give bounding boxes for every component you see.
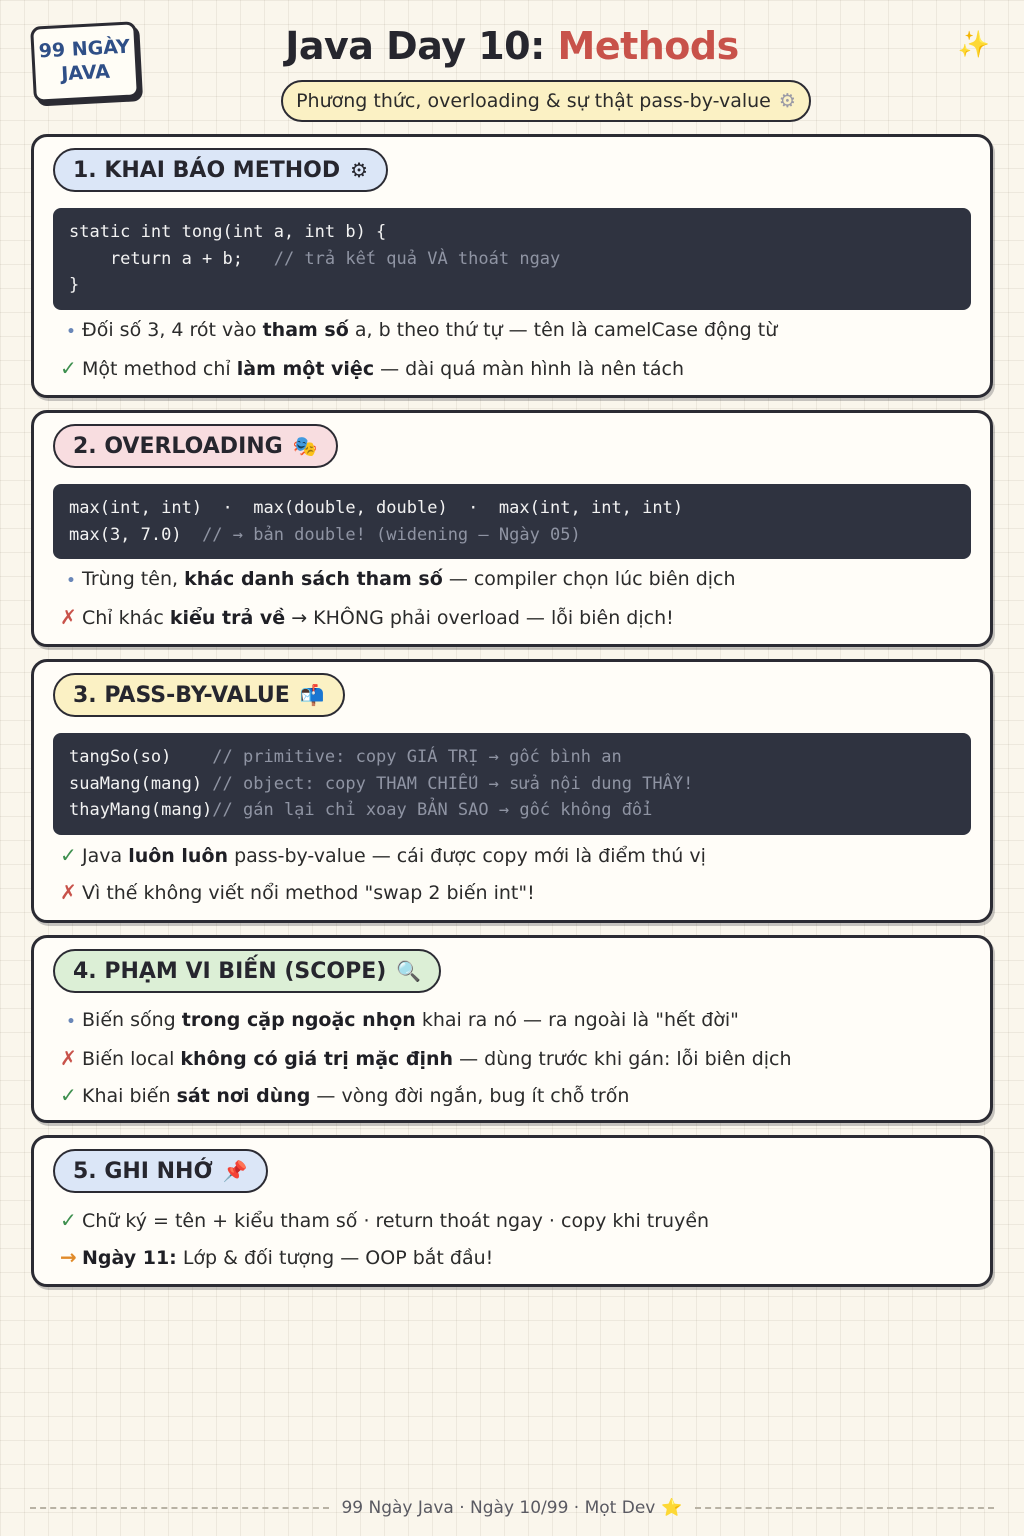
section-title: 3. PASS-BY-VALUE — [73, 682, 290, 708]
code-text: suaMang(mang) — [69, 773, 213, 794]
bullet-text: — dùng trước khi gán: lỗi biên dịch — [453, 1048, 792, 1070]
check-icon: ✓ — [60, 356, 77, 380]
code-comment: // gán lại chỉ xoay BẢN SAO → gốc không đổi — [212, 800, 653, 820]
badge-line-2: JAVA — [60, 60, 111, 86]
section-title-pill — [53, 424, 338, 468]
bullet-list — [60, 312, 970, 387]
bullet-dot-icon: • — [66, 324, 76, 340]
check-icon: ✓ — [60, 843, 77, 867]
code-text: static int tong(int a, int b) { — [69, 222, 387, 242]
bullet-list — [60, 1002, 970, 1114]
bullet-text: Java — [82, 845, 129, 867]
section-title: 5. GHI NHỚ — [73, 1158, 213, 1184]
section-card-pass-by-value — [31, 659, 993, 923]
bullet-emphasis: luôn luôn — [128, 845, 229, 867]
code-line — [69, 495, 955, 522]
section-card-overloading — [31, 410, 993, 647]
gear-icon: ⚙ — [350, 158, 369, 182]
code-text: } — [69, 275, 80, 295]
cross-icon: ✗ — [60, 880, 77, 904]
code-text: max(int, int) · max(double, double) · max(int, int, int) — [69, 498, 684, 518]
bullet-list — [60, 1202, 970, 1276]
bullet-emphasis: trong cặp ngoặc nhọn — [181, 1009, 416, 1031]
theater-masks-icon: 🎭 — [292, 434, 318, 458]
bullet-emphasis: làm một việc — [236, 358, 375, 380]
bullet-emphasis: tham số — [262, 319, 349, 341]
footer-label: 99 Ngày Java · Ngày 10/99 · Mọt Dev — [341, 1498, 656, 1518]
bullet-emphasis: không có giá trị mặc định — [180, 1048, 454, 1070]
badge-line-1: 99 NGÀY — [38, 35, 131, 63]
code-text: max(3, 7.0) — [69, 524, 203, 545]
section-title: 2. OVERLOADING — [73, 433, 283, 459]
bullet-text: — dài quá màn hình là nên tách — [374, 358, 684, 380]
page-title — [0, 24, 1024, 68]
bullet-item — [60, 1002, 970, 1040]
code-block — [53, 208, 971, 310]
bullet-item — [60, 350, 970, 387]
section-card-scope — [31, 935, 993, 1123]
bullet-item — [60, 837, 970, 874]
code-comment: // → bản double! (widening — Ngày 05) — [202, 524, 581, 545]
bullet-text: Trùng tên, — [82, 568, 185, 590]
bullet-text: Vì thế không viết nổi method "swap 2 biến int"! — [82, 882, 535, 904]
bullet-item — [60, 1077, 970, 1114]
code-line — [69, 522, 955, 549]
section-title: 1. KHAI BÁO METHOD — [73, 157, 341, 183]
bullet-text: Chữ ký = tên + kiểu tham số · return thoát ngay · copy khi truyền — [82, 1210, 710, 1232]
bullet-text: Lớp & đối tượng — OOP bắt đầu! — [176, 1247, 494, 1269]
magnifier-icon: 🔍 — [396, 959, 422, 983]
code-line — [69, 272, 955, 299]
bullet-list — [60, 837, 970, 911]
bullet-item — [60, 561, 970, 599]
bullet-emphasis: khác danh sách tham số — [184, 568, 443, 590]
subtitle-text: Phương thức, overloading & sự thật pass-by-value — [296, 90, 771, 112]
check-icon: ✓ — [60, 1083, 77, 1107]
bullet-text: Một method chỉ — [82, 358, 237, 380]
code-line — [69, 246, 955, 273]
check-icon: ✓ — [60, 1208, 77, 1232]
code-comment: // primitive: copy GIÁ TRỊ → gốc bình an — [212, 747, 622, 767]
code-text: thayMang(mang) — [69, 800, 213, 820]
bullet-dot-icon: • — [66, 573, 76, 589]
bullet-text: khai ra nó — ra ngoài là "hết đời" — [415, 1009, 739, 1031]
section-title: 4. PHẠM VI BIẾN (SCOPE) — [73, 958, 387, 984]
bullet-list — [60, 561, 970, 636]
bullet-item — [60, 1040, 970, 1077]
bullet-text: Chỉ khác — [82, 607, 170, 629]
bullet-dot-icon: • — [66, 1014, 76, 1030]
code-line — [69, 219, 955, 246]
bullet-emphasis: kiểu trả về — [169, 607, 286, 629]
section-title-pill — [53, 148, 388, 192]
code-text: tangSo(so) — [69, 747, 213, 767]
section-title-pill — [53, 673, 345, 717]
bullet-text: a, b theo thứ tự — tên là camelCase động từ — [348, 319, 778, 341]
code-text: return a + b; — [69, 248, 274, 269]
title-accent: Methods — [557, 24, 739, 68]
arrow-right-icon: → — [60, 1245, 77, 1269]
footer-divider-right — [695, 1507, 994, 1509]
footer-text — [329, 1498, 694, 1518]
bullet-text: Biến local — [82, 1048, 181, 1070]
footer-divider-left — [30, 1507, 329, 1509]
gear-icon: ⚙ — [778, 90, 796, 112]
bullet-item — [60, 312, 970, 350]
bullet-text: → KHÔNG phải overload — lỗi biên dịch! — [285, 607, 674, 629]
bullet-item — [60, 1202, 970, 1239]
bullet-text: Biến sống — [82, 1009, 182, 1031]
code-line — [69, 744, 955, 771]
title-prefix: Java Day 10: — [285, 24, 558, 68]
section-card-summary — [31, 1135, 993, 1287]
bullet-text: — compiler chọn lúc biên dịch — [442, 568, 736, 590]
bullet-emphasis: Ngày 11: — [82, 1247, 177, 1269]
code-line — [69, 771, 955, 798]
bullet-text: Đối số 3, 4 rót vào — [82, 319, 263, 341]
bullet-emphasis: sát nơi dùng — [176, 1085, 311, 1107]
bullet-item — [60, 874, 970, 911]
page-subtitle — [281, 80, 811, 122]
bullet-text: — vòng đời ngắn, bug ít chỗ trốn — [310, 1085, 630, 1107]
bullet-text: Khai biến — [82, 1085, 177, 1107]
cross-icon: ✗ — [60, 1046, 77, 1070]
code-block — [53, 733, 971, 835]
footer — [30, 1494, 994, 1522]
bullet-item — [60, 599, 970, 636]
code-comment: // object: copy THAM CHIẾU → sửa nội dung THẤY! — [212, 773, 694, 794]
bullet-item — [60, 1239, 970, 1276]
section-title-pill — [53, 1149, 268, 1193]
section-card-method — [31, 134, 993, 398]
bullet-text: pass-by-value — cái được copy mới là điểm thú vị — [228, 845, 706, 867]
cross-icon: ✗ — [60, 605, 77, 629]
pushpin-icon: 📌 — [222, 1159, 248, 1183]
code-comment: // trả kết quả VÀ thoát ngay — [273, 248, 561, 269]
code-block — [53, 484, 971, 559]
code-line — [69, 797, 955, 824]
mailbox-icon: 📬 — [299, 683, 325, 707]
section-title-pill — [53, 949, 441, 993]
star-icon: ⭐ — [661, 1498, 683, 1518]
sparkle-icon: ✨ — [957, 30, 990, 60]
